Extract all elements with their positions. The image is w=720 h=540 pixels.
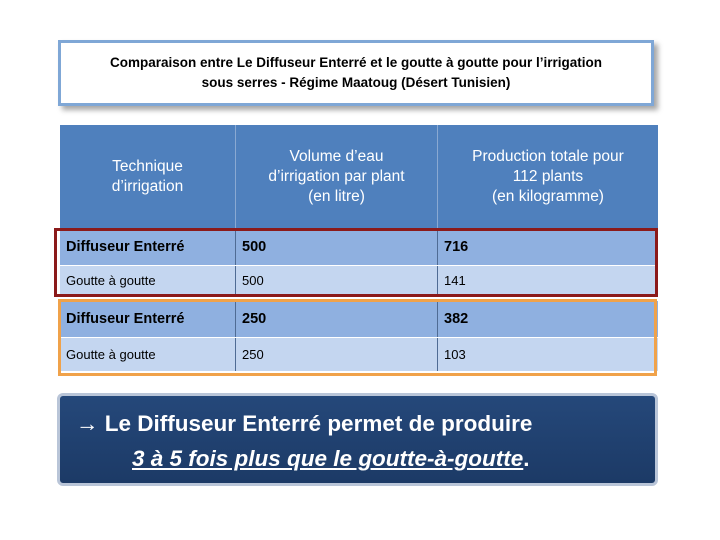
header-volume-line-2: d’irrigation par plant [268, 168, 405, 185]
cell-volume: 250 [236, 338, 438, 371]
conclusion-period: . [523, 446, 530, 471]
slide-title-box [58, 40, 654, 106]
conclusion-emphasis: 3 à 5 fois plus que le goutte-à-goutte [132, 446, 524, 471]
header-production-line-2: 112 plants [512, 168, 584, 185]
conclusion-line-2 [132, 446, 530, 472]
cell-technique: Goutte à goutte [60, 338, 236, 371]
cell-technique: Goutte à goutte [60, 266, 236, 295]
highlight-frame-250 [58, 299, 657, 376]
cell-production: 103 [444, 347, 466, 362]
cell-volume: 500 [236, 266, 438, 295]
cell-production: 716 [444, 239, 469, 255]
conclusion-text: Le Diffuseur Enterré permet de produire [104, 411, 533, 436]
header-production-line-1: Production totale pour [472, 148, 624, 165]
header-volume [236, 125, 438, 229]
cell-volume: 500 [236, 229, 438, 265]
right-arrow-icon: → [76, 411, 99, 436]
cell-volume: 250 [236, 301, 438, 337]
slide-title-line-2: sous serres - Régime Maatoug (Désert Tunisien) [201, 75, 511, 90]
header-technique-line-1: Technique [112, 158, 183, 175]
header-production-line-3: (en kilogramme) [492, 188, 604, 205]
table-header-row [60, 125, 658, 229]
header-volume-line-1: Volume d’eau [289, 148, 384, 165]
header-technique [60, 125, 236, 229]
conclusion-line-1 [76, 411, 532, 437]
header-volume-line-3: (en litre) [308, 188, 365, 205]
highlight-frame-500 [54, 228, 658, 297]
header-technique-line-2: d’irrigation [111, 178, 184, 195]
slide-title-line-1: Comparaison entre Le Diffuseur Enterré et le goutte à goutte pour l’irrigation [109, 55, 603, 70]
header-production [438, 125, 658, 229]
cell-production: 141 [444, 273, 466, 288]
cell-technique: Diffuseur Enterré [60, 229, 236, 265]
cell-production: 382 [444, 311, 469, 327]
cell-technique: Diffuseur Enterré [60, 301, 236, 337]
conclusion-callout [57, 393, 658, 486]
